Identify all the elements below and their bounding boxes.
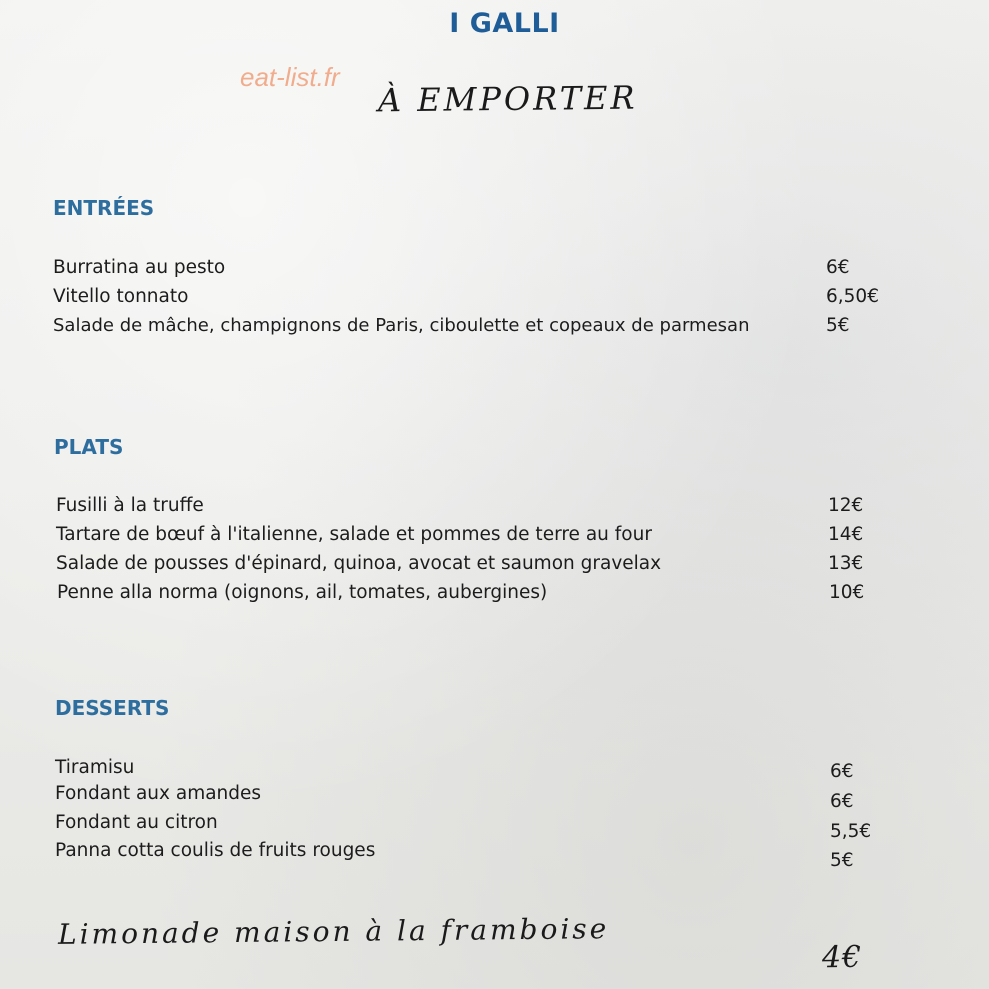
menu-item-price: 14€ — [828, 524, 864, 545]
menu-item-name: Penne alla norma (oignons, ail, tomates, aubergines) — [57, 582, 548, 603]
handwritten-lemonade-item: Limonade maison à la framboise — [57, 912, 610, 951]
menu-item-name: Burratina au pesto — [53, 257, 226, 278]
section-heading-plats: PLATS — [54, 435, 124, 459]
handwritten-lemonade-price: 4€ — [821, 939, 863, 976]
menu-item-name: Panna cotta coulis de fruits rouges — [55, 840, 376, 861]
menu-item-price: 6,50€ — [826, 286, 879, 307]
menu-item-price: 5€ — [826, 315, 850, 336]
menu-item-price: 6€ — [830, 791, 854, 812]
menu-item-price: 6€ — [826, 257, 850, 278]
menu-item-name: Fusilli à la truffe — [56, 495, 204, 516]
menu-item-price: 6€ — [830, 761, 854, 782]
section-heading-desserts: DESSERTS — [55, 696, 170, 720]
menu-item-name: Fondant au citron — [55, 812, 218, 833]
menu-item-name: Salade de pousses d'épinard, quinoa, avocat et saumon gravelax — [56, 553, 662, 574]
menu-item-name: Vitello tonnato — [53, 286, 189, 307]
section-heading-entrees: ENTRÉES — [53, 196, 155, 220]
restaurant-name: I GALLI — [449, 8, 560, 39]
menu-item-name: Tartare de bœuf à l'italienne, salade et pommes de terre au four — [56, 524, 652, 545]
watermark-text: eat-list.fr — [240, 62, 340, 92]
takeaway-note: À EMPORTER — [377, 78, 638, 120]
menu-item-name: Tiramisu — [55, 757, 135, 778]
menu-item-price: 10€ — [829, 582, 865, 603]
menu-item-name: Salade de mâche, champignons de Paris, ciboulette et copeaux de parmesan — [53, 315, 750, 336]
menu-item-name: Fondant aux amandes — [55, 783, 262, 804]
menu-item-price: 13€ — [828, 553, 864, 574]
menu-item-price: 12€ — [828, 495, 864, 516]
menu-item-price: 5,5€ — [830, 821, 872, 842]
menu-item-price: 5€ — [830, 850, 854, 871]
